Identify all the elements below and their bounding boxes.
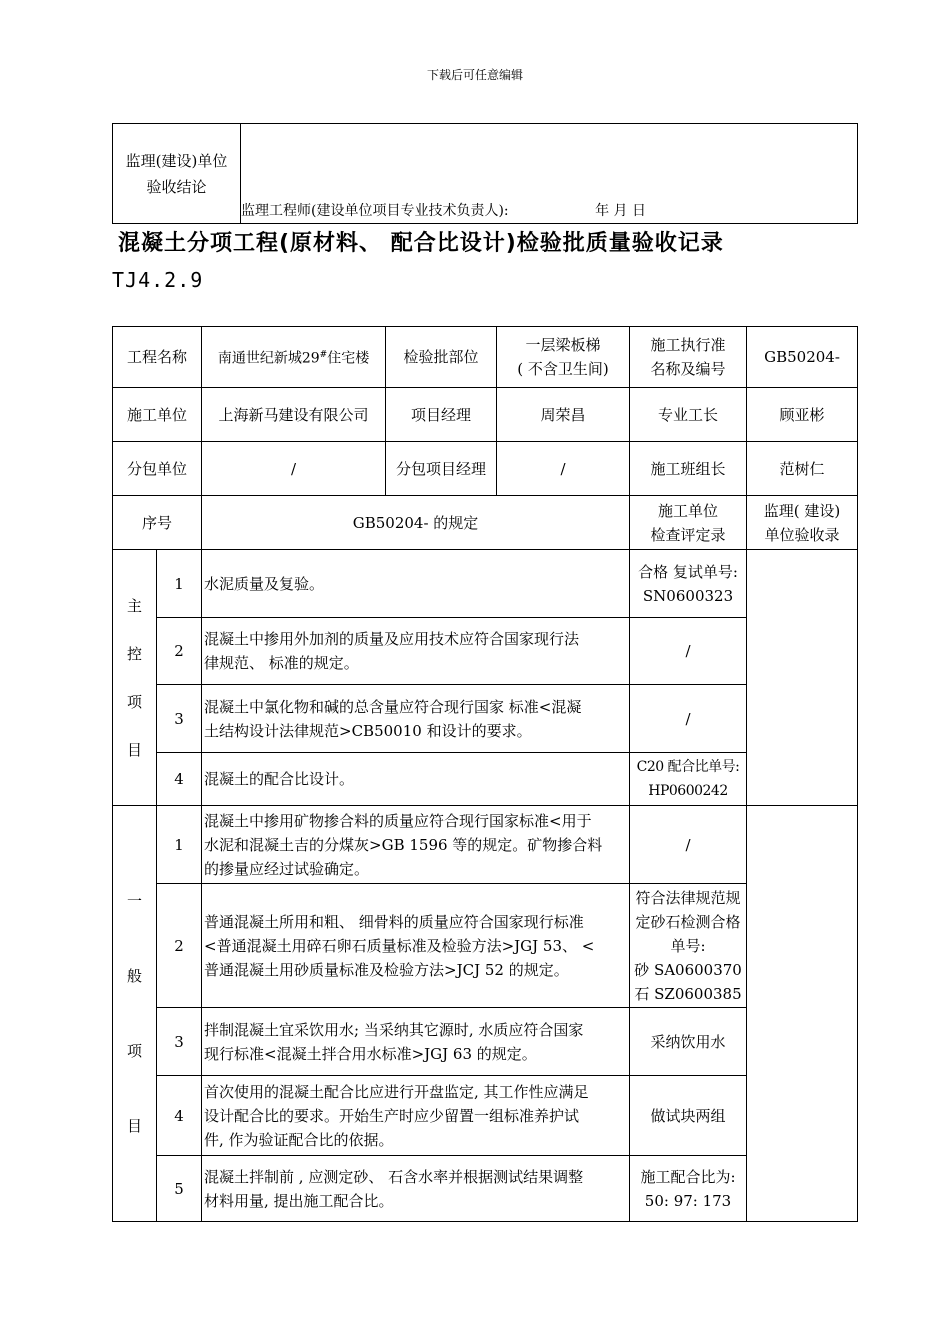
item-rule: 拌制混凝土宜采饮用水; 当采纳其它源时, 水质应符合国家 现行标准<混凝土拌合用水标准>JGJ 63 的规定。	[202, 1008, 630, 1076]
standard-label: 施工执行准 名称及编号	[630, 327, 747, 388]
main-acceptance-cell	[747, 550, 858, 806]
table-row	[113, 1008, 858, 1076]
foreman-label: 专业工长	[630, 388, 747, 442]
standard-value: GB50204-	[747, 327, 858, 388]
subcontractor-label: 分包单位	[113, 442, 202, 496]
contractor-label: 施工单位	[113, 388, 202, 442]
pm-value: 周荣昌	[497, 388, 630, 442]
item-result: /	[630, 806, 747, 884]
info-row-3	[113, 442, 858, 496]
team-leader-label: 施工班组长	[630, 442, 747, 496]
batch-location-label: 检验批部位	[386, 327, 497, 388]
table-row	[113, 806, 858, 884]
item-result: C20 配合比单号: HP0600242	[630, 753, 747, 806]
foreman-value: 顾亚彬	[747, 388, 858, 442]
item-rule: 混凝土中氯化物和碱的总含量应符合现行国家 标准<混凝 土结构设计法律规范>CB50010 和设计的要求。	[202, 685, 630, 753]
item-result: 合格 复试单号: SN0600323	[630, 550, 747, 618]
page-title: 混凝土分项工程(原材料、 配合比设计)检验批质量验收记录	[118, 231, 724, 256]
contractor-value: 上海新马建设有限公司	[202, 388, 386, 442]
item-rule: 水泥质量及复验。	[202, 550, 630, 618]
inspection-table	[112, 326, 858, 1222]
item-rule: 首次使用的混凝土配合比应进行开盘监定, 其工作性应满足 设计配合比的要求。开始生产时应少留置一组标准养护试 件, 作为验证配合比的依据。	[202, 1076, 630, 1156]
item-result: 做试块两组	[630, 1076, 747, 1156]
item-number: 2	[157, 618, 202, 685]
column-header-row	[113, 496, 858, 550]
general-group-label: 一 般 项 目	[113, 806, 157, 1222]
item-rule: 混凝土拌制前 , 应测定砂、 石含水率并根据测试结果调整 材料用量, 提出施工配合比。	[202, 1156, 630, 1222]
signature-date: 年 月 日	[595, 203, 646, 219]
item-result: 符合法律规范规 定砂石检测合格 单号: 砂 SA0600370 石 SZ0600385	[630, 884, 747, 1008]
project-name-value: 南通世纪新城29#住宅楼	[202, 327, 386, 388]
table-row	[113, 618, 858, 685]
item-result: 施工配合比为: 50: 97: 173	[630, 1156, 747, 1222]
info-row-1	[113, 327, 858, 388]
info-row-2	[113, 388, 858, 442]
item-result: 采纳饮用水	[630, 1008, 747, 1076]
seq-header: 序号	[113, 496, 202, 550]
team-leader-value: 范树仁	[747, 442, 858, 496]
table-row	[113, 753, 858, 806]
header-note: 下载后可任意编辑	[426, 68, 523, 82]
general-acceptance-cell	[747, 806, 858, 1222]
conclusion-label-line2: 验收结论	[146, 177, 207, 196]
rule-header: GB50204- 的规定	[202, 496, 630, 550]
item-number: 3	[157, 685, 202, 753]
item-number: 1	[157, 806, 202, 884]
sub-pm-label: 分包项目经理	[386, 442, 497, 496]
item-number: 4	[157, 753, 202, 806]
batch-location-value: 一层梁板梯 ( 不含卫生间)	[497, 327, 630, 388]
table-row	[113, 685, 858, 753]
project-name-label: 工程名称	[113, 327, 202, 388]
form-code: TJ4.2.9	[112, 268, 204, 292]
project-name-sup: #	[319, 350, 328, 361]
table-row	[113, 550, 858, 618]
subcontractor-value: /	[202, 442, 386, 496]
pm-label: 项目经理	[386, 388, 497, 442]
item-number: 5	[157, 1156, 202, 1222]
item-rule: 混凝土的配合比设计。	[202, 753, 630, 806]
table-row	[113, 884, 858, 1008]
item-number: 2	[157, 884, 202, 1008]
conclusion-body	[241, 124, 858, 224]
main-control-group-label: 主 控 项 目	[113, 550, 157, 806]
item-number: 1	[157, 550, 202, 618]
conclusion-table	[112, 123, 858, 224]
sub-pm-value: /	[497, 442, 630, 496]
item-rule: 混凝土中掺用外加剂的质量及应用技术应符合国家现行法 律规范、 标准的规定。	[202, 618, 630, 685]
item-result: /	[630, 685, 747, 753]
conclusion-label	[113, 124, 241, 224]
item-rule: 混凝土中掺用矿物掺合料的质量应符合现行国家标准<用于 水泥和混凝土吉的分煤灰>GB 1596 等的规定。矿物掺合料 的掺量应经过试验确定。	[202, 806, 630, 884]
accept-header: 监理( 建设) 单位验收录	[747, 496, 858, 550]
supervisor-signature-label: 监理工程师(建设单位项目专业技术负责人):	[241, 203, 509, 219]
conclusion-label-line1: 监理(建设)单位	[125, 151, 228, 170]
table-row	[113, 1156, 858, 1222]
item-number: 3	[157, 1008, 202, 1076]
item-number: 4	[157, 1076, 202, 1156]
check-header: 施工单位 检查评定录	[630, 496, 747, 550]
item-result: /	[630, 618, 747, 685]
table-row	[113, 1076, 858, 1156]
item-rule: 普通混凝土所用和粗、 细骨料的质量应符合国家现行标准 <普通混凝土用碎石卵石质量标准及检验方法>JGJ 53、 < 普通混凝土用砂质量标准及检验方法>JCJ 52 的规定。	[202, 884, 630, 1008]
